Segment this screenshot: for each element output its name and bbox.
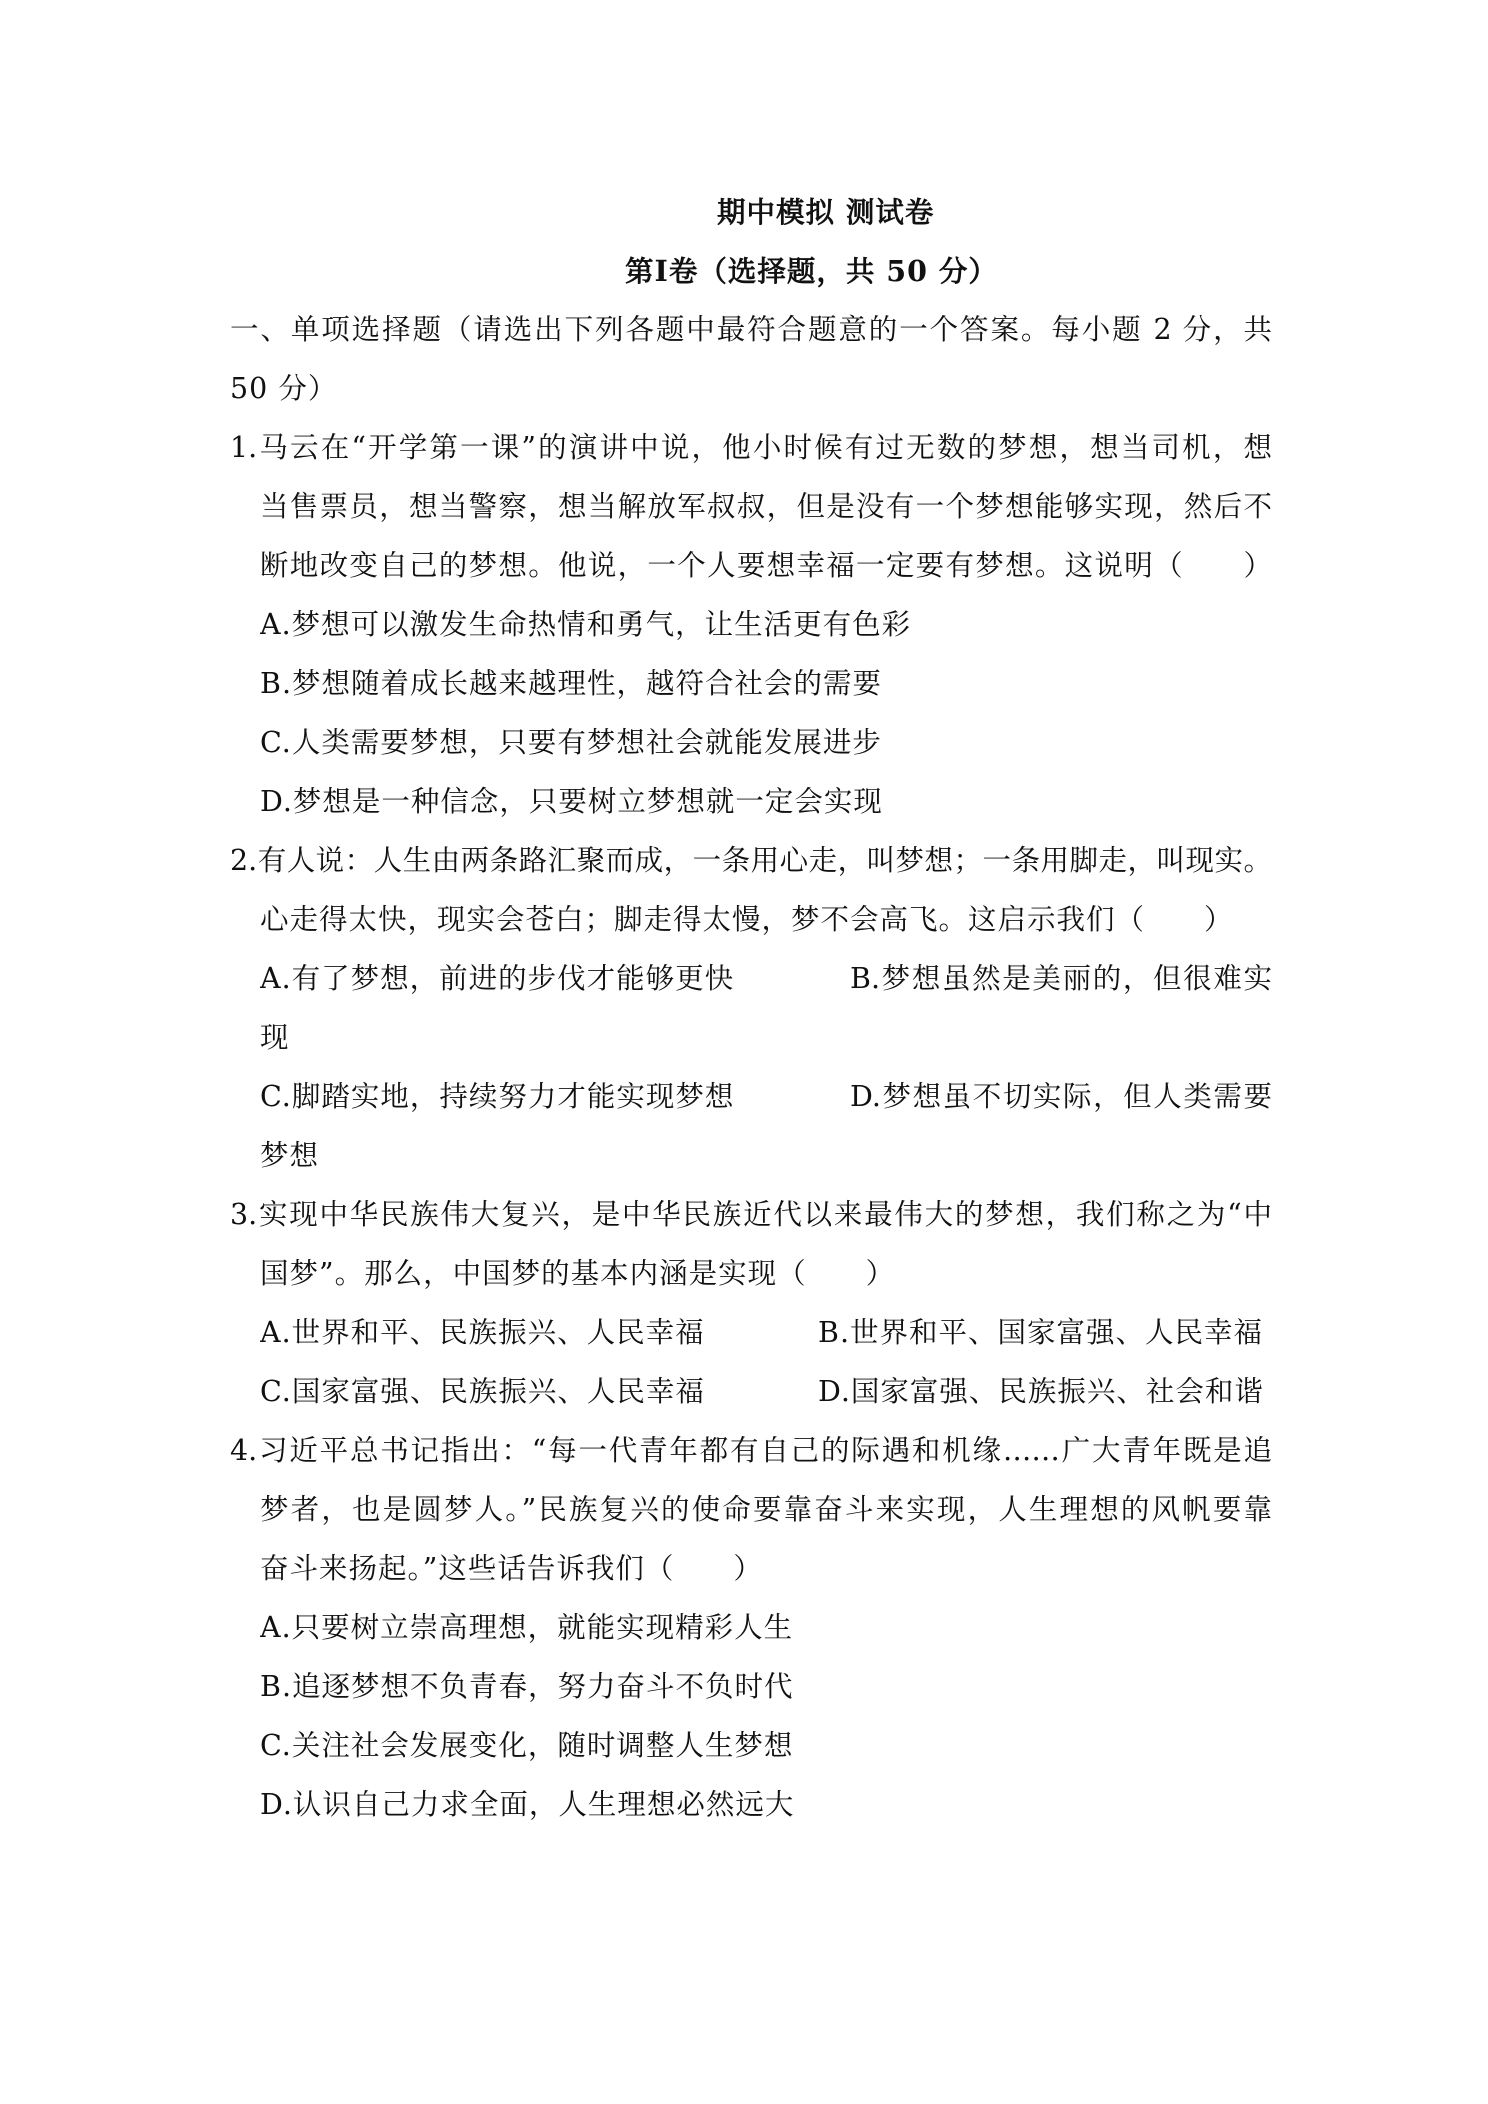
option-b bbox=[850, 959, 1272, 999]
option-label: C. bbox=[260, 1080, 292, 1113]
option-text: 只要树立崇高理想，就能实现精彩人生 bbox=[291, 1611, 794, 1644]
option-label: A. bbox=[260, 608, 292, 641]
option-label: D. bbox=[850, 1080, 881, 1113]
option-text: 认识自己力求全面，人生理想必然远大 bbox=[292, 1788, 795, 1821]
option-text: 梦想随着成长越来越理性，越符合社会的需要 bbox=[292, 667, 883, 700]
option-c bbox=[260, 1077, 820, 1117]
option-d bbox=[850, 1077, 1272, 1117]
question-stem-line bbox=[230, 1195, 1272, 1235]
option-label: D. bbox=[260, 1788, 293, 1821]
option-d bbox=[818, 1372, 1272, 1412]
option-text: 国家富强、民族振兴、人民幸福 bbox=[291, 1375, 705, 1408]
option-label: C. bbox=[260, 1729, 292, 1762]
option-text: 人类需要梦想，只要有梦想社会就能发展进步 bbox=[291, 726, 882, 759]
option-text: 梦想可以激发生命热情和勇气，让生活更有色彩 bbox=[291, 608, 912, 641]
question-stem-line bbox=[230, 841, 1272, 881]
option-label: B. bbox=[850, 962, 881, 995]
option-label: C. bbox=[260, 1375, 292, 1408]
option-text: 有了梦想，前进的步伐才能够更快 bbox=[291, 962, 735, 995]
question-stem-line: 国梦”。那么，中国梦的基本内涵是实现（ ） bbox=[260, 1257, 896, 1290]
option-text: 脚踏实地，持续努力才能实现梦想 bbox=[291, 1080, 735, 1113]
exam-title: 期中模拟 测试卷 bbox=[717, 195, 935, 229]
option-c bbox=[260, 1372, 800, 1412]
question-stem-line: 心走得太快，现实会苍白；脚走得太慢，梦不会高飞。这启示我们（ ） bbox=[260, 903, 1234, 936]
option-d-continuation: 梦想 bbox=[260, 1139, 320, 1172]
question-number: 3. bbox=[230, 1198, 258, 1231]
option-label: A. bbox=[260, 1316, 292, 1349]
option-label: D. bbox=[260, 785, 293, 818]
option-text: 追逐梦想不负青春，努力奋斗不负时代 bbox=[292, 1670, 794, 1703]
option-c bbox=[260, 723, 1272, 763]
question-stem-line: 梦者，也是圆梦人。”民族复兴的使命要靠奋斗来实现，人生理想的风帆要靠 bbox=[260, 1493, 1272, 1526]
option-a bbox=[260, 1313, 800, 1353]
option-b bbox=[260, 1667, 1272, 1707]
section-heading-line: 一、单项选择题（请选出下列各题中最符合题意的一个答案。每小题 2 分，共 bbox=[230, 313, 1272, 346]
option-label: D. bbox=[818, 1375, 851, 1408]
question-stem-text: 习近平总书记指出：“每一代青年都有自己的际遇和机缘……广大青年既是追 bbox=[257, 1434, 1272, 1467]
option-label: A. bbox=[260, 1611, 292, 1644]
question-number: 1. bbox=[230, 431, 258, 464]
option-text: 梦想虽不切实际，但人类需要 bbox=[880, 1080, 1272, 1113]
option-b bbox=[818, 1313, 1272, 1353]
option-c bbox=[260, 1726, 1272, 1766]
option-text: 世界和平、国家富强、人民幸福 bbox=[850, 1316, 1264, 1349]
option-label: B. bbox=[818, 1316, 851, 1349]
option-d bbox=[260, 1785, 1272, 1825]
section-heading-line: 50 分） bbox=[230, 372, 338, 405]
option-label: B. bbox=[260, 667, 293, 700]
option-text: 世界和平、民族振兴、人民幸福 bbox=[291, 1316, 705, 1349]
question-stem-line: 断地改变自己的梦想。他说，一个人要想幸福一定要有梦想。这说明（ ） bbox=[260, 549, 1272, 582]
question-stem-line bbox=[230, 428, 1272, 468]
question-number: 2. bbox=[230, 844, 258, 877]
option-label: C. bbox=[260, 726, 292, 759]
option-b bbox=[260, 664, 1272, 704]
question-number: 4. bbox=[230, 1434, 258, 1467]
option-a bbox=[260, 1608, 1272, 1648]
option-label: A. bbox=[260, 962, 292, 995]
option-a bbox=[260, 959, 820, 999]
option-text: 梦想是一种信念，只要树立梦想就一定会实现 bbox=[292, 785, 883, 818]
part-title: 第Ⅰ卷（选择题，共 50 分） bbox=[625, 254, 998, 288]
option-text: 梦想虽然是美丽的，但很难实 bbox=[880, 962, 1272, 995]
option-text: 国家富强、民族振兴、社会和谐 bbox=[850, 1375, 1264, 1408]
question-stem-text: 有人说：人生由两条路汇聚而成，一条用心走，叫梦想；一条用脚走，叫现实。 bbox=[257, 844, 1272, 877]
question-stem-text: 实现中华民族伟大复兴，是中华民族近代以来最伟大的梦想，我们称之为“中 bbox=[257, 1198, 1272, 1231]
question-stem-text: 马云在“开学第一课”的演讲中说，他小时候有过无数的梦想，想当司机，想 bbox=[257, 431, 1272, 464]
option-d bbox=[260, 782, 1272, 822]
option-b-continuation: 现 bbox=[260, 1021, 290, 1054]
option-text: 关注社会发展变化，随时调整人生梦想 bbox=[291, 1729, 794, 1762]
question-stem-line bbox=[230, 1431, 1272, 1471]
question-stem-line: 奋斗来扬起。”这些话告诉我们（ ） bbox=[260, 1552, 763, 1585]
option-a bbox=[260, 605, 1272, 645]
option-label: B. bbox=[260, 1670, 293, 1703]
question-stem-line: 当售票员，想当警察，想当解放军叔叔，但是没有一个梦想能够实现，然后不 bbox=[260, 490, 1272, 523]
